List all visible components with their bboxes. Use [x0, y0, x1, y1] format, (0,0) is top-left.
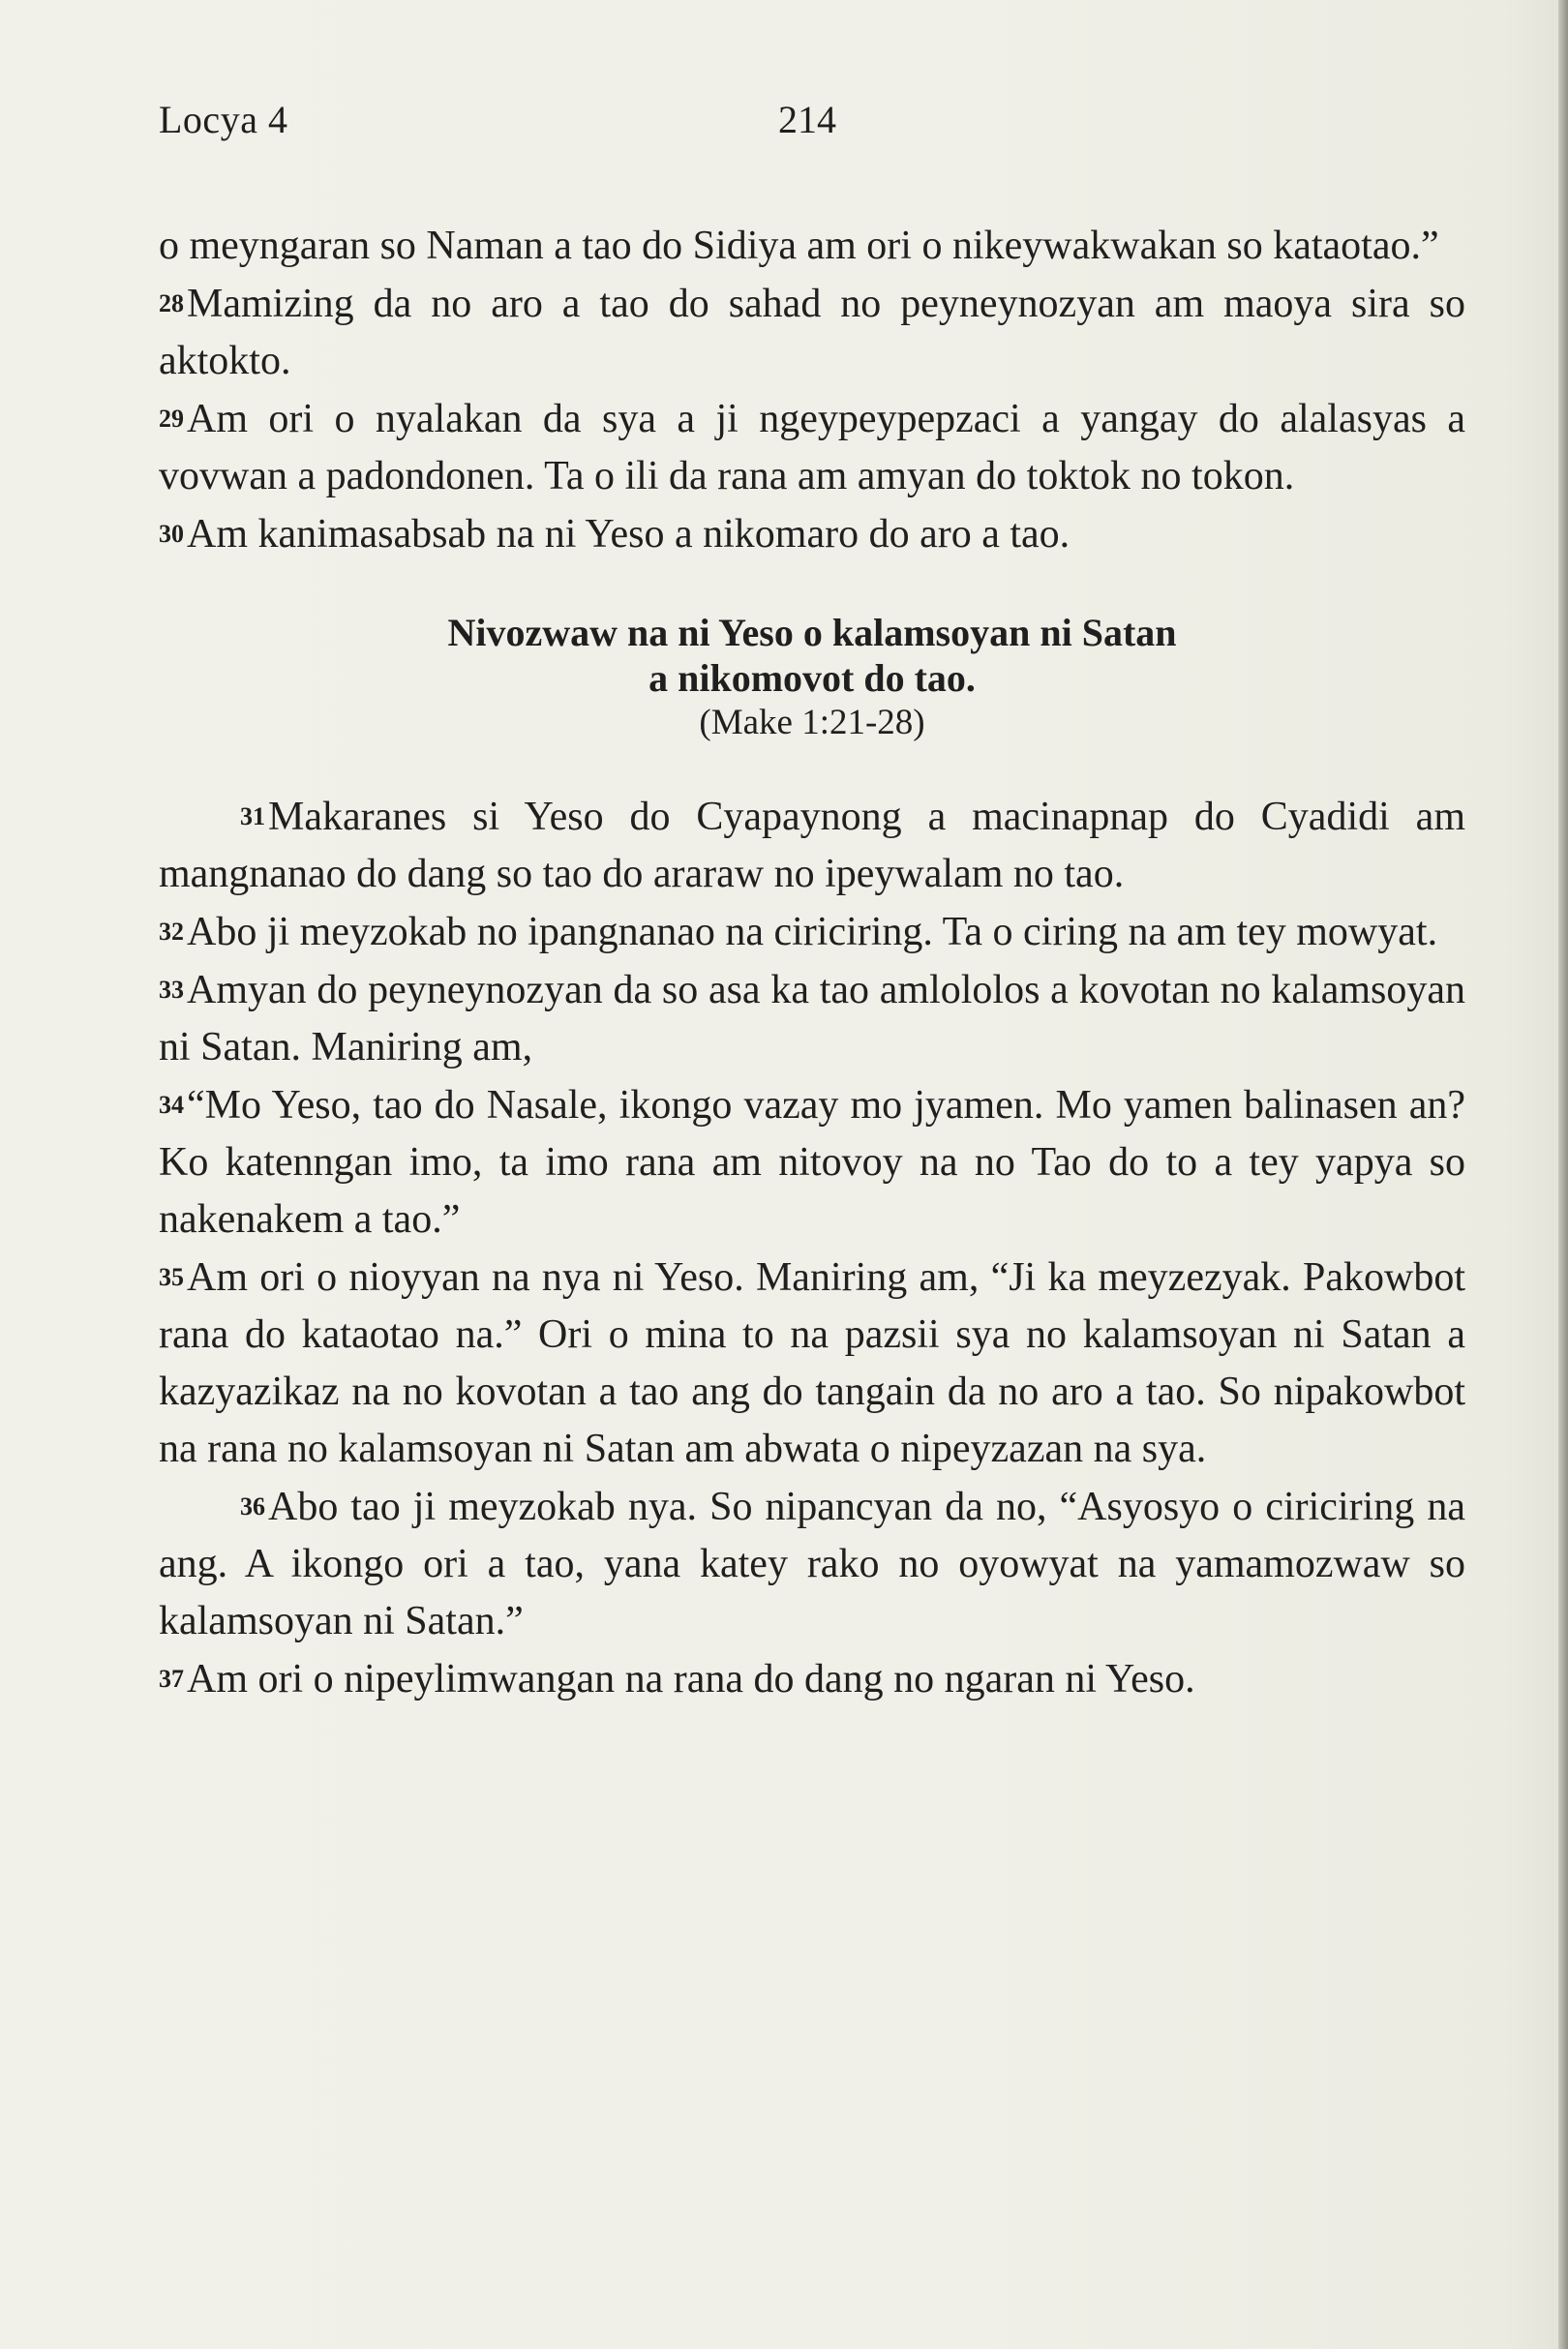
verse-31: 31Makaranes si Yeso do Cyapaynong a macinapnap do Cyadidi am mangnanao do dang so tao do araraw no ipeywalam no tao.	[159, 795, 1465, 896]
page-header	[159, 97, 1465, 155]
paragraph-continuation: o meyngaran so Naman a tao do Sidiya am ori o nikeywakwakan so kataotao.”	[159, 224, 1439, 268]
verse-30: 30Am kanimasabsab na ni Yeso a nikomaro do aro a tao.	[159, 512, 1070, 557]
book-spine-edge	[1558, 0, 1568, 2349]
page-body	[159, 218, 1465, 1708]
verse-number: 32	[159, 918, 184, 946]
verse-34: 34“Mo Yeso, tao do Nasale, ikongo vazay mo jyamen. Mo yamen balinasen an? Ko katenngan imo, ta imo rana am nitovoy na no Tao do to a tey yapya so nakenakem a tao.”	[159, 1083, 1465, 1242]
verse-number: 36	[240, 1492, 265, 1521]
verse-28: 28Mamizing da no aro a tao do sahad no peyneynozyan am maoya sira so aktokto.	[159, 282, 1465, 383]
verse-number: 35	[159, 1263, 184, 1291]
verse-number: 37	[159, 1665, 184, 1693]
verse-36: 36Abo tao ji meyzokab nya. So nipancyan da no, “Asyosyo o ciriciring na ang. A ikongo ori a tao, yana katey rako no oyowyat na yamamozwaw so kalamsoyan ni Satan.”	[159, 1485, 1465, 1643]
verse-number: 31	[240, 802, 265, 830]
page-number: 214	[778, 98, 836, 141]
section-reference: (Make 1:21-28)	[699, 703, 925, 742]
verse-number: 28	[159, 289, 184, 317]
running-head: Locya 4	[159, 98, 288, 141]
verse-number: 30	[159, 520, 184, 548]
verse-32: 32Abo ji meyzokab no ipangnanao na ciriciring. Ta o ciring na am tey mowyat.	[159, 910, 1438, 954]
section-heading: Nivozwaw na ni Yeso o kalamsoyan ni Satan a nikomovot do tao.	[447, 611, 1177, 700]
verse-number: 33	[159, 976, 184, 1004]
verse-29: 29Am ori o nyalakan da sya a ji ngeypeypepzaci a yangay do alalasyas a vovwan a padondonen. Ta o ili da rana am amyan do toktok no tokon.	[159, 397, 1465, 498]
verse-number: 34	[159, 1091, 184, 1119]
verse-37: 37Am ori o nipeylimwangan na rana do dang no ngaran ni Yeso.	[159, 1657, 1195, 1702]
verse-number: 29	[159, 405, 184, 433]
verse-33: 33Amyan do peyneynozyan da so asa ka tao amlololos a kovotan no kalamsoyan ni Satan. Maniring am,	[159, 968, 1465, 1069]
verse-35: 35Am ori o nioyyan na nya ni Yeso. Maniring am, “Ji ka meyzezyak. Pakowbot rana do kataotao na.” Ori o mina to na pazsii sya no kalamsoyan ni Satan a kazyazikaz na no kovotan a tao ang do tangain da no aro a tao. So nipakowbot na rana no kalamsoyan ni Satan am abwata o nipeyzazan na sya.	[159, 1255, 1465, 1471]
